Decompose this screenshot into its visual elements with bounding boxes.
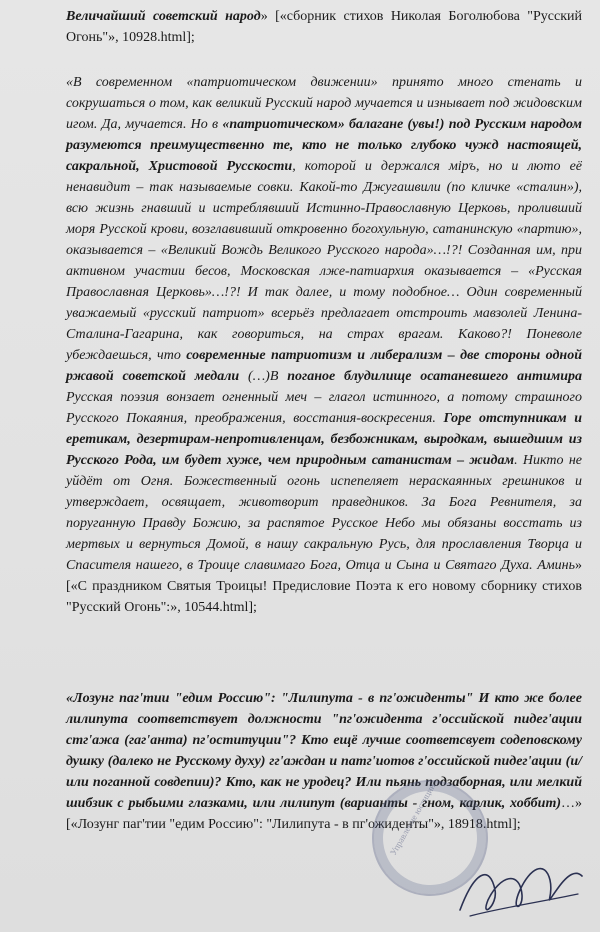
handwritten-signature — [450, 850, 590, 930]
p1-segment: Величайший советский народ — [66, 9, 261, 24]
p2-segment: «В современном «патриотическом движении» принято много стенать и сокрушаться о том, как великий Русский народ мучается и изнывает под жидовским игом. Да, мучается. Но в — [66, 75, 582, 132]
p2-segment: современные патриотизм и либерализм – две стороны одной ржавой советской медали — [66, 348, 582, 384]
p2-segment: «патриотическом» балагане (увы!) под Русским народом разумеются преимущественно те, кто не только глубоко чужд настоящей, сакральной, Христовой Русскости — [66, 117, 582, 174]
p1-segment: » [«сборник стихов Николая Боголюбова "Русский Огонь"», 10928.html]; — [66, 9, 582, 45]
paragraph-2 — [66, 72, 582, 618]
stamp-caption: Управление юстиции — [388, 781, 438, 857]
p2-segment: Горе отступникам и еретикам, дезертирам-непротивленцам, безбожникам, выродкам, вышедшим из Русского Рода, им будет хуже, чем природным сатанистам – жидам — [66, 411, 582, 468]
p3-segment: …» [«Лозунг паг'тии "едим Россию": "Лилипута - в пг'ожиденты"», 18918.html]; — [66, 796, 582, 832]
p2-segment: (…)В — [239, 369, 288, 384]
p2-segment: поганое блудилище осатаневшего антимира — [287, 369, 582, 384]
paragraph-1 — [66, 6, 582, 48]
p2-segment: » [«С праздником Святыя Троицы! Предисловие Поэта к его новому сборнику стихов "Русский Огонь":», 10544.html]; — [66, 558, 582, 615]
p2-segment: . Никто не уйдёт от Огня. Божественный огонь испепеляет нераскаянных грешников и утверждает, освящает, животворит праведников. За Бога Ревнителя, за поруганную Правду Божию, за распятое Русское Небо мы обязаны восстать из мертвых и вернуться Домой, в нашу сакральную Русь, для прославления Творца и Спасителя нашего, в Троице славимаго Бога, Отца и Сына и Святаго Духа. Аминь — [66, 453, 582, 573]
p3-segment: «Лозунг паг'тии "едим Россию": "Лилипута - в пг'ожиденты" И кто же более лилипута соответствует должности "пг'ожидента г'оссийской пидег'ации стг'ажа (гаг'анта) пг'оституции"? Кто ещё лучше соответсвует содеповскому душку (далеко не Русскому духу) гг'аждан и патг'иотов г'оссийской пидег'ации (и/или поганной совдепии)? Кто, как не уродец? Или пьянь подзаборная, или мелкий шибзик с рыбьими глазками, или лилипут (варианты - гном, карлик, хоббит) — [66, 691, 582, 811]
p2-segment: Русская поэзия вонзает огненный меч – глагол истинного, а потому страшного Русского Покаяния, преображения, восстания-воскресения. — [66, 390, 582, 426]
p2-segment: , которой и держался міръ, но и люто её ненавидит – так называемые совки. Какой-то Джугашвили (по кличке «сталин»), всю жизнь гнавший и истреблявший Истинно-Православную Церковь, проливший моря Русской крови, возглавивший откровенно богохульную, сатанинскую «партию», оказывается – «Великий Вождь Великого Русского народа»…!?! Созданная им, при активном участии бесов, Московская лже-патиархия оказывается – «Русская Православная Церковь»…!?! И так далее, и тому подобное… Один современный уважаемый «русский патриот» всерьёз предлагает отстроить мавзолей Ленина-Сталина-Гагарина, как говориться, на страх врагам. Каково?! Поневоле убеждаешься, что — [66, 159, 582, 363]
paragraph-3 — [66, 688, 582, 835]
